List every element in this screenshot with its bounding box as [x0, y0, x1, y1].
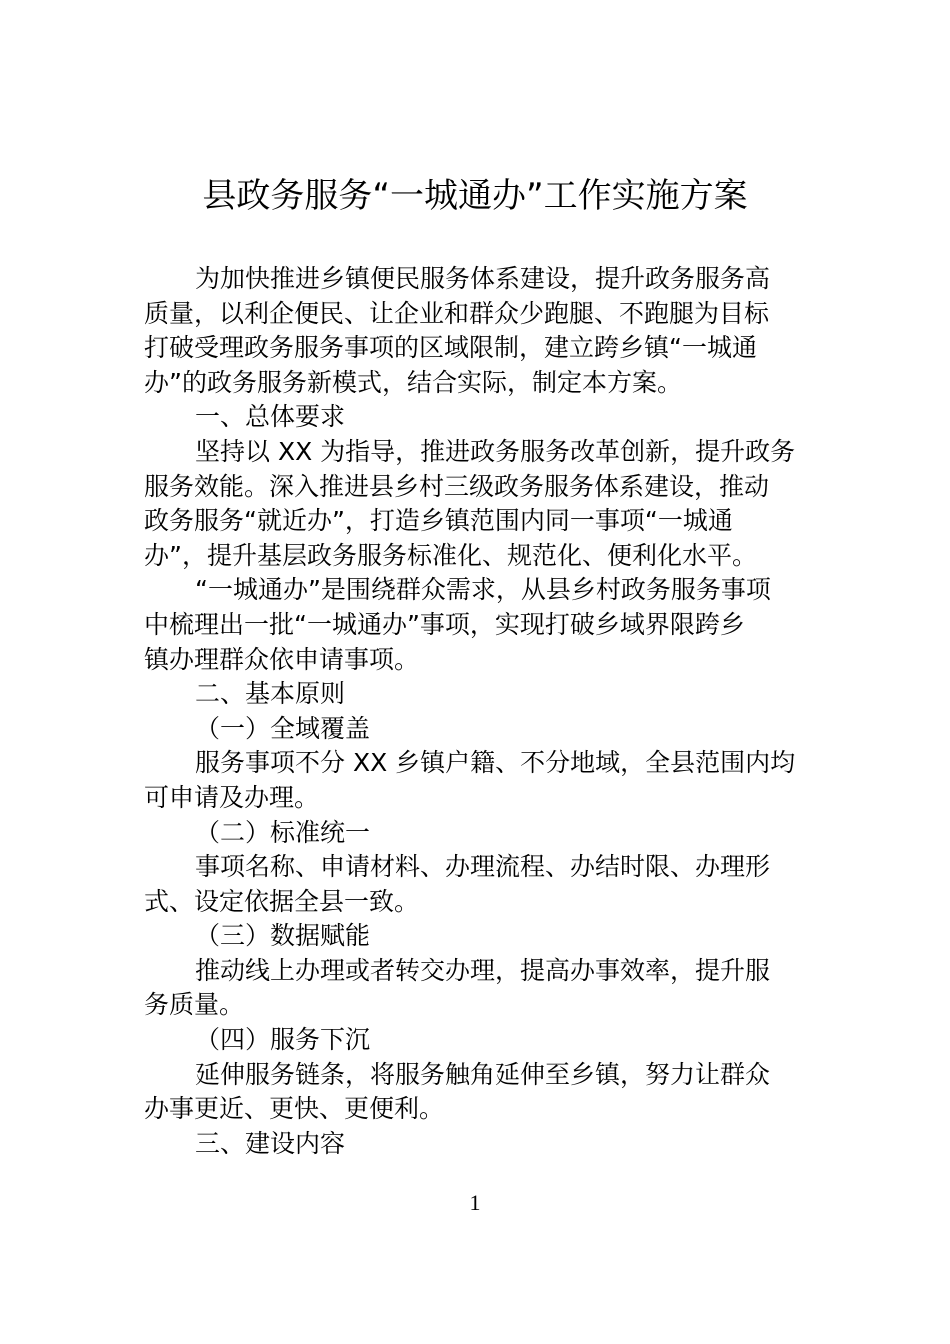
- paragraph-line: 坚持以 XX 为指导，推进政务服务改革创新，提升政务: [195, 436, 796, 466]
- document-body: [144, 262, 809, 1161]
- subsection-heading: （四）服务下沉: [195, 1025, 371, 1055]
- paragraph-line: 务质量。: [144, 990, 245, 1020]
- paragraph-line: 式、设定依据全县一致。: [144, 886, 420, 916]
- paragraph-line: 可申请及办理。: [144, 782, 320, 812]
- section-heading: 三、建设内容: [195, 1128, 346, 1158]
- paragraph-line: 打破受理政务服务事项的区域限制，建立跨乡镇“一城通: [144, 333, 757, 363]
- paragraph-line: 质量，以利企便民、让企业和群众少跑腿、不跑腿为目标: [144, 298, 770, 328]
- subsection-heading: （三）数据赋能: [195, 921, 371, 951]
- paragraph-line: 服务效能。深入推进县乡村三级政务服务体系建设，推动: [144, 471, 770, 501]
- paragraph-line: 办事更近、更快、更便利。: [144, 1094, 445, 1124]
- paragraph-line: 镇办理群众依申请事项。: [144, 644, 420, 674]
- paragraph-line: 为加快推进乡镇便民服务体系建设，提升政务服务高: [195, 264, 771, 293]
- section-heading: 一、总体要求: [195, 402, 346, 432]
- paragraph-line: 政务服务“就近办”，打造乡镇范围内同一事项“一城通: [144, 506, 733, 536]
- paragraph-line: 推动线上办理或者转交办理，提高办事效率，提升服: [195, 955, 771, 985]
- paragraph-line: 中梳理出一批“一城通办”事项，实现打破乡域界限跨乡: [144, 609, 745, 639]
- paragraph-line: 办”，提升基层政务服务标准化、规范化、便利化水平。: [144, 540, 757, 570]
- paragraph-line: 服务事项不分 XX 乡镇户籍、不分地域，全县范围内均: [195, 748, 796, 778]
- subsection-heading: （二）标准统一: [195, 817, 371, 847]
- subsection-heading: （一）全域覆盖: [195, 713, 371, 743]
- page-number: 1: [469, 1190, 481, 1215]
- paragraph-line: 延伸服务链条，将服务触角延伸至乡镇，努力让群众: [195, 1059, 771, 1089]
- paragraph-line: 事项名称、申请材料、办理流程、办结时限、办理形: [195, 852, 771, 882]
- section-heading: 二、基本原则: [195, 679, 346, 709]
- paragraph-line: 办”的政务服务新模式，结合实际，制定本方案。: [144, 367, 682, 397]
- document-title: 县政务服务“一城通办”工作实施方案: [202, 176, 748, 216]
- paragraph-line: “一城通办”是围绕群众需求，从县乡村政务服务事项: [195, 575, 771, 605]
